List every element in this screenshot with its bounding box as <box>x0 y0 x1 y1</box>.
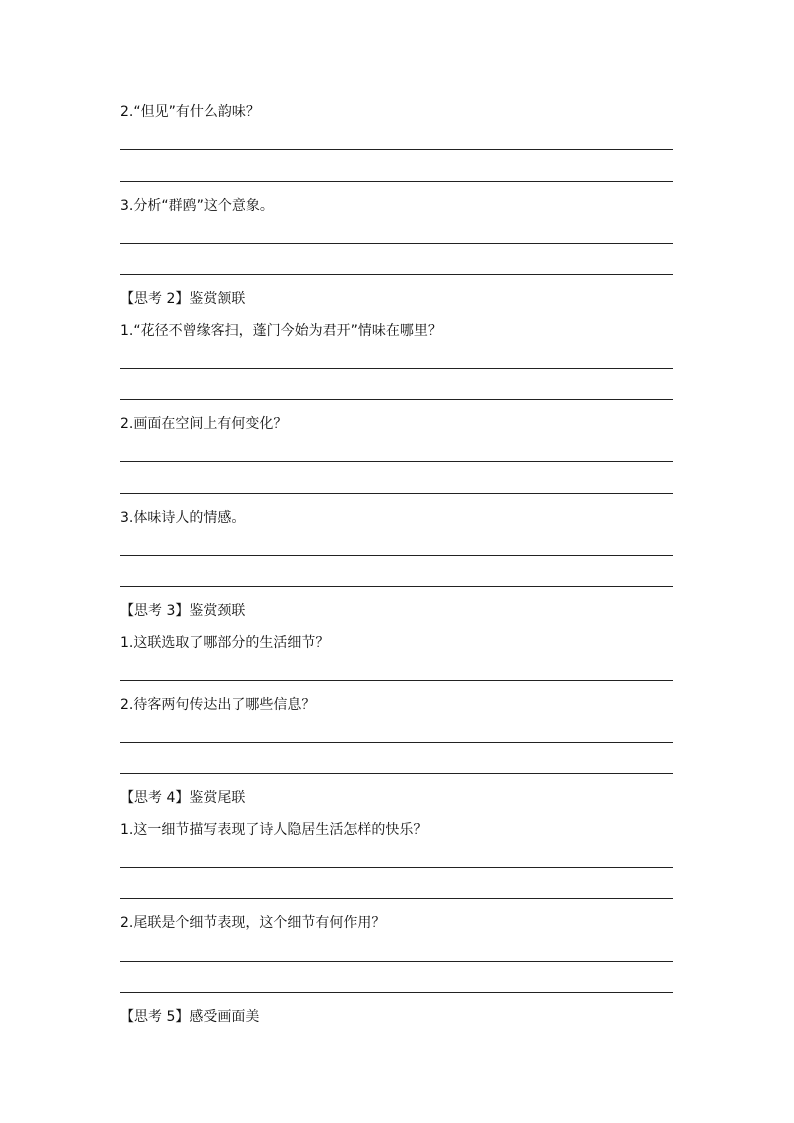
answer-line <box>120 399 673 400</box>
answer-line <box>120 586 673 587</box>
answer-line <box>120 555 673 556</box>
question-text: 1.这一细节描写表现了诗人隐居生活怎样的快乐？ <box>120 822 428 838</box>
question-text: 1.这联选取了哪部分的生活细节？ <box>120 635 330 651</box>
section-heading: 【思考 5】感受画面美 <box>120 1009 260 1025</box>
question-text: 2.待客两句传达出了哪些信息？ <box>120 697 316 713</box>
answer-line <box>120 742 673 743</box>
question-text: 3.分析“群鸥”这个意象。 <box>120 198 274 214</box>
section-heading: 【思考 2】鉴赏颔联 <box>120 291 246 307</box>
answer-line <box>120 898 673 899</box>
answer-line <box>120 149 673 150</box>
question-text: 2.尾联是个细节表现，这个细节有何作用？ <box>120 915 386 931</box>
answer-line <box>120 680 673 681</box>
question-text: 3.体味诗人的情感。 <box>120 510 246 526</box>
answer-line <box>120 961 673 962</box>
answer-line <box>120 992 673 993</box>
answer-line <box>120 773 673 774</box>
section-heading: 【思考 3】鉴赏颈联 <box>120 603 246 619</box>
question-text: 2.“但见”有什么韵味？ <box>120 104 260 120</box>
section-heading: 【思考 4】鉴赏尾联 <box>120 790 246 806</box>
answer-line <box>120 368 673 369</box>
answer-line <box>120 243 673 244</box>
answer-line <box>120 461 673 462</box>
answer-line <box>120 274 673 275</box>
answer-line <box>120 181 673 182</box>
answer-line <box>120 493 673 494</box>
question-text: 1.“花径不曾缘客扫，蓬门今始为君开”情味在哪里？ <box>120 323 442 339</box>
question-text: 2.画面在空间上有何变化？ <box>120 416 288 432</box>
answer-line <box>120 867 673 868</box>
